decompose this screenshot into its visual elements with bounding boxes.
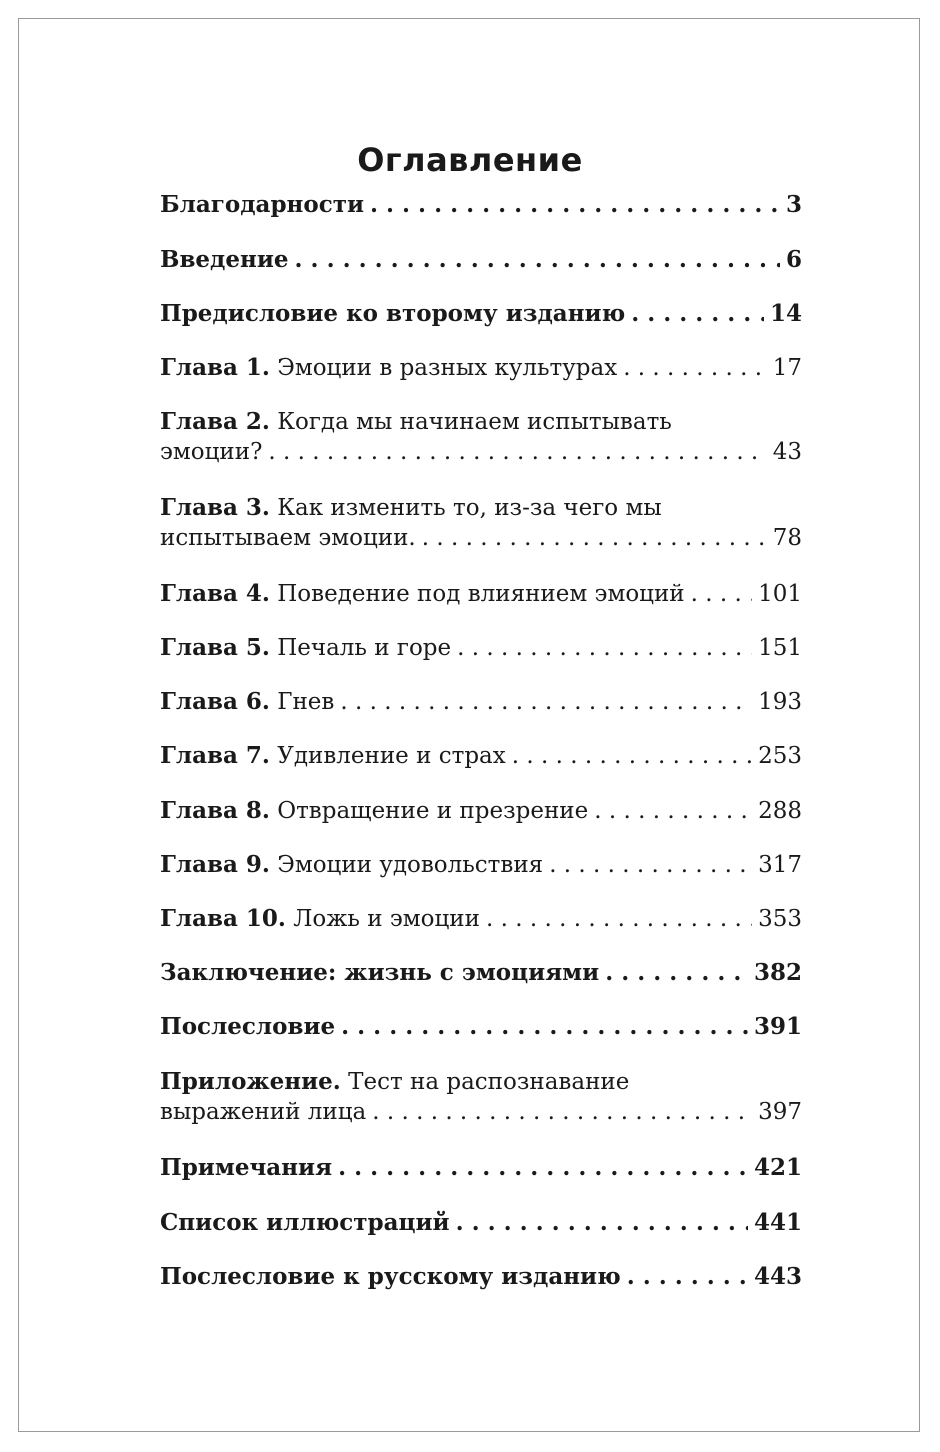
page-number: 288 (758, 798, 802, 824)
page-number: 397 (758, 1099, 802, 1125)
toc-entry (160, 299, 802, 329)
page-number: 443 (753, 1263, 802, 1290)
toc-entry-line (160, 523, 802, 553)
toc-entry-text (160, 633, 451, 663)
toc-entry (160, 493, 802, 553)
toc-entry-text (160, 850, 543, 880)
toc-entry-text (160, 1208, 450, 1238)
page-number: 43 (772, 439, 802, 465)
leader-dots (372, 1097, 752, 1127)
toc-entry-text (160, 245, 289, 275)
toc-entry-title: Ложь и эмоции (293, 906, 480, 932)
leader-dots (341, 1012, 748, 1042)
toc-entry-label: Глава 3. (160, 494, 270, 521)
leader-dots (422, 523, 767, 553)
toc-entry-text (160, 495, 662, 521)
toc-entry-line (160, 850, 802, 880)
toc-entry-line (160, 299, 802, 329)
toc-entry-line (160, 579, 802, 609)
toc-entry-text (160, 523, 416, 553)
page-number: 441 (753, 1209, 802, 1236)
page-number: 17 (772, 355, 802, 381)
toc-entry-line (160, 741, 802, 771)
toc-entry-line (160, 1208, 802, 1238)
toc-entry (160, 1262, 802, 1292)
page-number: 6 (785, 246, 802, 273)
toc-entry-text (160, 1097, 366, 1127)
toc-entry-line (160, 1153, 802, 1183)
toc-entry-label: Глава 5. (160, 634, 270, 661)
toc-entry-line (160, 493, 802, 523)
page-number: 101 (758, 581, 802, 607)
toc-entry-title: испытываем эмоции. (160, 525, 416, 551)
toc-entry (160, 245, 802, 275)
leader-dots (456, 1208, 748, 1238)
page-number: 193 (758, 689, 802, 715)
toc-entry (160, 850, 802, 880)
toc-entry-title: Эмоции удовольствия (277, 852, 544, 878)
leader-dots (623, 353, 767, 383)
toc-entry-line (160, 687, 802, 717)
toc-entry (160, 1067, 802, 1127)
leader-dots (631, 299, 764, 329)
toc-entry-line (160, 904, 802, 934)
leader-dots (691, 579, 752, 609)
toc-entry-line (160, 633, 802, 663)
leader-dots (338, 1153, 748, 1183)
toc-entry-title: Когда мы начинаем испытывать (277, 409, 672, 435)
toc-entry-text (160, 1262, 621, 1292)
toc-entry-title: Гнев (277, 689, 335, 715)
toc-entry-line (160, 1097, 802, 1127)
toc-entry (160, 904, 802, 934)
toc-entry-text (160, 958, 599, 988)
toc-entry (160, 958, 802, 988)
toc-entry-label: Список иллюстраций (160, 1209, 450, 1236)
page-number: 317 (758, 852, 802, 878)
toc-entry-line (160, 1067, 802, 1097)
toc-entry (160, 190, 802, 220)
toc-entry (160, 796, 802, 826)
toc-entry (160, 353, 802, 383)
toc-entry-label: Примечания (160, 1154, 333, 1181)
toc-entry (160, 579, 802, 609)
toc-entry-text (160, 353, 617, 383)
toc-entry-text (160, 796, 588, 826)
leader-dots (512, 741, 752, 771)
page-number: 382 (753, 959, 802, 986)
toc-entry-line (160, 796, 802, 826)
toc-entry-text (160, 437, 262, 467)
toc-entry-text (160, 190, 364, 220)
toc-entry-text (160, 741, 506, 771)
leader-dots (605, 958, 748, 988)
page-number: 391 (753, 1013, 802, 1040)
leader-dots (627, 1262, 748, 1292)
toc-entry-line (160, 1012, 802, 1042)
toc-entry (160, 1153, 802, 1183)
toc-entry (160, 633, 802, 663)
toc-entry-title: выражений лица (160, 1099, 367, 1125)
toc-entry-line (160, 1262, 802, 1292)
page-number: 253 (758, 743, 802, 769)
leader-dots (340, 687, 752, 717)
leader-dots (594, 796, 752, 826)
page-number: 151 (758, 635, 802, 661)
toc-entry-title: Эмоции в разных культурах (277, 355, 618, 381)
page-number: 3 (785, 191, 802, 218)
toc-entry-title: Тест на распознавание (348, 1069, 630, 1095)
toc-entry-line (160, 407, 802, 437)
toc-entry (160, 741, 802, 771)
toc-entry-text (160, 579, 685, 609)
toc-entry-label: Глава 4. (160, 580, 270, 607)
toc-entry-label: Приложение. (160, 1068, 341, 1095)
toc-entry-text (160, 1012, 335, 1042)
toc-entry-title: Удивление и страх (277, 743, 506, 769)
leader-dots (486, 904, 752, 934)
toc-entry (160, 1012, 802, 1042)
toc-entry-label: Введение (160, 246, 289, 273)
page-number: 78 (772, 525, 802, 551)
toc-entry-label: Глава 9. (160, 851, 270, 878)
toc-entry-text (160, 409, 672, 435)
leader-dots (295, 245, 780, 275)
toc-entry-label: Глава 6. (160, 688, 270, 715)
toc-entry-text (160, 687, 334, 717)
toc-entry-text (160, 1069, 629, 1095)
toc-entry-text (160, 1153, 332, 1183)
toc-entry-label: Глава 10. (160, 905, 286, 932)
page-number: 421 (753, 1154, 802, 1181)
toc-entry-label: Глава 2. (160, 408, 270, 435)
leader-dots (268, 437, 766, 467)
toc-entry-label: Послесловие (160, 1013, 336, 1040)
toc-entry-title: эмоции? (160, 439, 263, 465)
toc-entry-line (160, 353, 802, 383)
leader-dots (370, 190, 780, 220)
toc-entry-title: Отвращение и презрение (277, 798, 589, 824)
toc-entry-line (160, 437, 802, 467)
toc-entry (160, 1208, 802, 1238)
toc-entry-title: Поведение под влиянием эмоций (277, 581, 685, 607)
toc-entry-text (160, 904, 480, 934)
leader-dots (457, 633, 752, 663)
toc-entry-title: Как изменить то, из-за чего мы (277, 495, 662, 521)
toc-entry-label: Глава 8. (160, 797, 270, 824)
leader-dots (549, 850, 752, 880)
toc-entry-label: Глава 1. (160, 354, 270, 381)
toc-entry-line (160, 190, 802, 220)
toc-entry-label: Благодарности (160, 191, 365, 218)
toc-entry-line (160, 245, 802, 275)
toc-entry-label: Глава 7. (160, 742, 270, 769)
toc-entry-line (160, 958, 802, 988)
toc-entry-label: Заключение: жизнь с эмоциями (160, 959, 600, 986)
page-number: 353 (758, 906, 802, 932)
page-number: 14 (769, 300, 802, 327)
toc-entry-label: Предисловие ко второму изданию (160, 300, 626, 327)
toc-entry (160, 407, 802, 467)
toc-entry-text (160, 299, 625, 329)
toc-entry (160, 687, 802, 717)
page-title: Оглавление (357, 141, 583, 180)
toc-entry-title: Печаль и горе (277, 635, 452, 661)
toc-entry-label: Послесловие к русскому изданию (160, 1263, 621, 1290)
